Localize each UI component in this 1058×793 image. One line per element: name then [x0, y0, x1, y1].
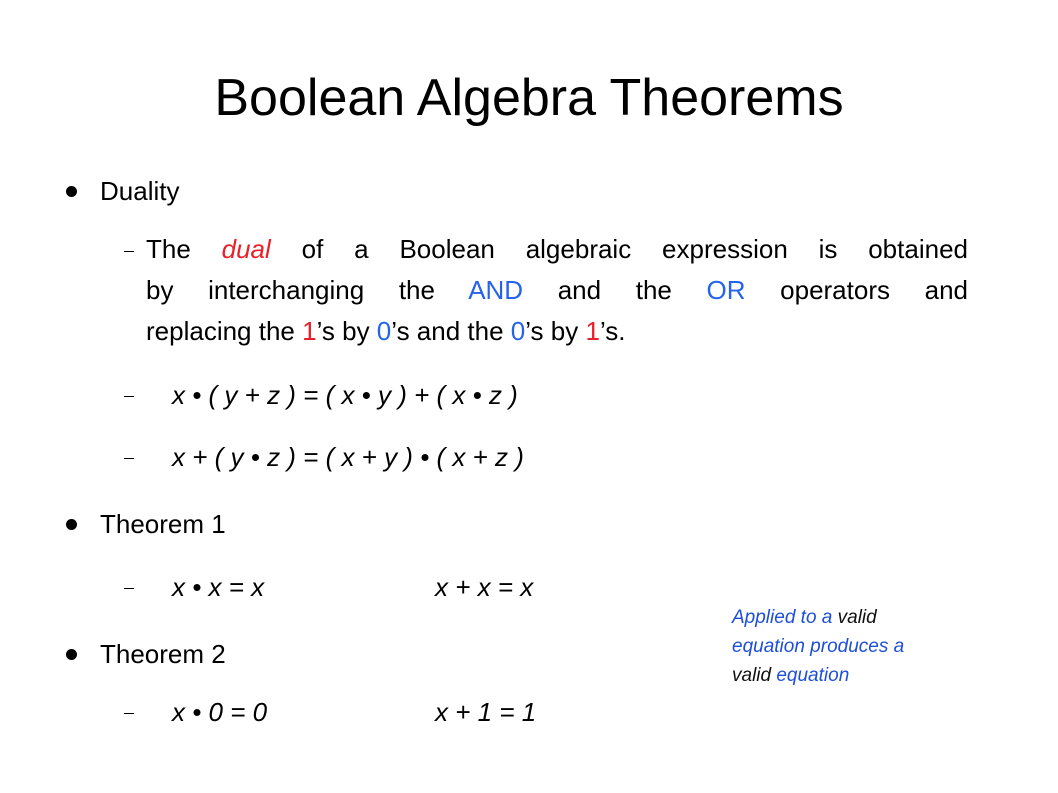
duality-equation-2: x + ( y • z ) = ( x + y ) • ( x + z ): [172, 442, 524, 472]
dash-icon: [124, 713, 134, 714]
dash-icon: [124, 396, 134, 397]
theorem2-left-equation: x • 0 = 0: [172, 697, 268, 727]
note-line-2: equation produces a: [732, 636, 905, 657]
duality-heading: Duality: [100, 176, 180, 206]
slide-title: Boolean Algebra Theorems: [214, 69, 844, 127]
theorem2-heading: Theorem 2: [100, 639, 226, 669]
theorem1-left-equation: x • x = x: [172, 572, 265, 602]
description-line-1: The dual of a Boolean algebraic expression is obtained: [146, 234, 968, 264]
side-note: [732, 603, 904, 690]
note-line-1: Applied to a valid: [732, 607, 877, 628]
dash-icon: [124, 458, 134, 459]
bullet-icon: [66, 519, 77, 530]
description-line-2: by interchanging the AND and the OR operators and: [146, 275, 968, 305]
dash-icon: [124, 588, 134, 589]
dash-icon: [124, 251, 134, 252]
duality-description: [146, 229, 968, 352]
theorem2-right-equation: x + 1 = 1: [435, 697, 537, 727]
duality-equation-1: x • ( y + z ) = ( x • y ) + ( x • z ): [172, 380, 518, 410]
theorem1-heading: Theorem 1: [100, 509, 226, 539]
bullet-icon: [66, 186, 77, 197]
note-line-3: valid equation: [732, 665, 850, 686]
description-line-3: replacing the 1’s by 0’s and the 0’s by 1’s.: [146, 316, 626, 346]
bullet-icon: [66, 649, 77, 660]
theorem1-right-equation: x + x = x: [435, 572, 534, 602]
